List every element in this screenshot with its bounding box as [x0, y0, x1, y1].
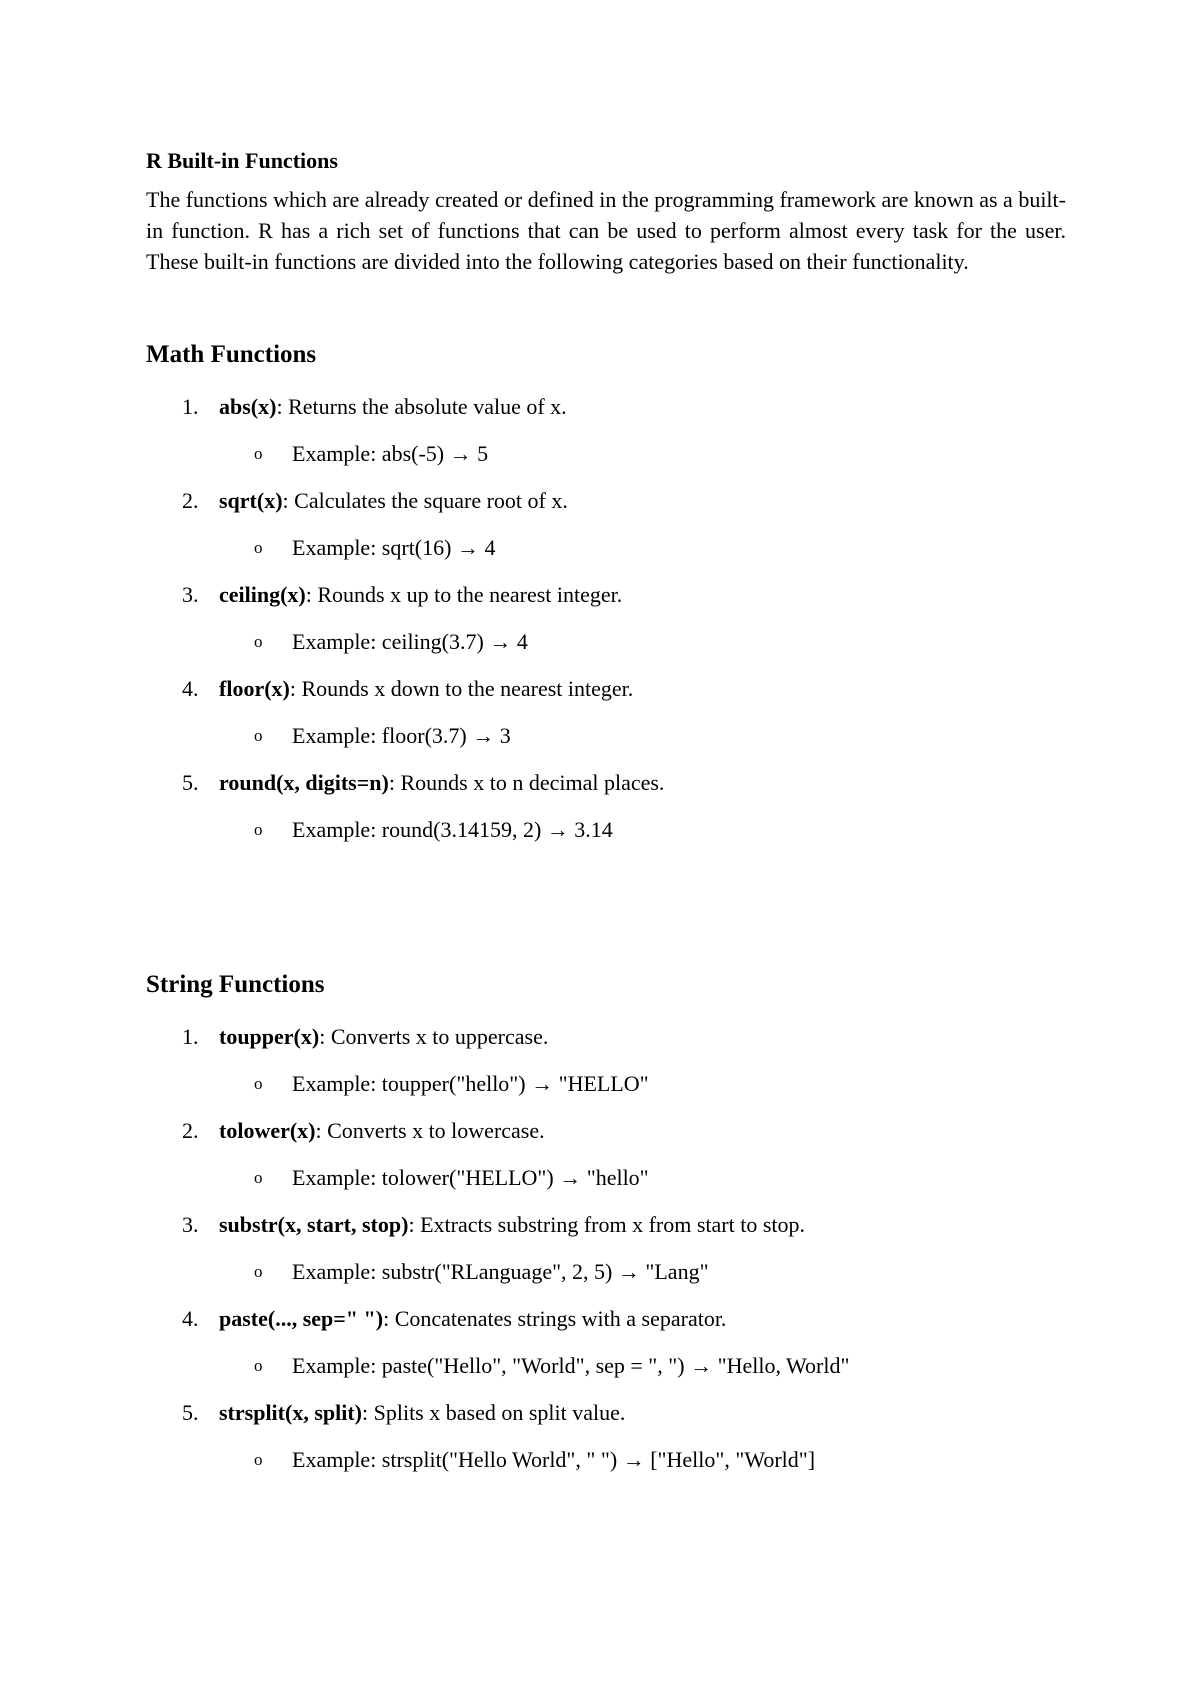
function-signature: sqrt(x) — [219, 488, 283, 513]
list-item — [146, 1389, 1066, 1483]
function-line — [146, 665, 1066, 712]
function-description: : Converts x to uppercase. — [319, 1024, 549, 1049]
document-page — [146, 140, 1066, 1483]
bullet-icon: o — [254, 1356, 263, 1375]
function-description: : Returns the absolute value of x. — [276, 394, 567, 419]
example-text: Example: tolower("HELLO") → "hello" — [292, 1165, 649, 1190]
example-line — [146, 524, 1066, 571]
example-text: Example: toupper("hello") → "HELLO" — [292, 1071, 649, 1096]
item-number: 1. — [182, 1024, 199, 1049]
bullet-icon: o — [254, 1074, 263, 1093]
example-line — [146, 1436, 1066, 1483]
item-number: 2. — [182, 1118, 199, 1143]
function-description: : Converts x to lowercase. — [315, 1118, 545, 1143]
math-functions-heading: Math Functions — [146, 341, 317, 368]
item-number: 1. — [182, 394, 199, 419]
function-signature: substr(x, start, stop) — [219, 1212, 409, 1237]
function-description: : Calculates the square root of x. — [282, 488, 568, 513]
list-item — [146, 759, 1066, 853]
list-item — [146, 1201, 1066, 1295]
function-line — [146, 383, 1066, 430]
document-title: R Built-in Functions — [146, 148, 338, 173]
bullet-icon: o — [254, 726, 263, 745]
item-number: 5. — [182, 1400, 199, 1425]
string-functions-list — [146, 1013, 1066, 1483]
example-line — [146, 712, 1066, 759]
function-description: : Extracts substring from x from start to stop. — [408, 1212, 806, 1237]
bullet-icon: o — [254, 1450, 263, 1469]
bullet-icon: o — [254, 1262, 263, 1281]
item-number: 2. — [182, 488, 199, 513]
list-item — [146, 1295, 1066, 1389]
list-item — [146, 571, 1066, 665]
function-description: : Concatenates strings with a separator. — [383, 1306, 727, 1331]
function-signature: round(x, digits=n) — [219, 770, 389, 795]
example-text: Example: sqrt(16) → 4 — [292, 535, 496, 560]
function-description: : Rounds x down to the nearest integer. — [289, 676, 634, 701]
example-text: Example: floor(3.7) → 3 — [292, 723, 511, 748]
example-line — [146, 1248, 1066, 1295]
math-functions-list — [146, 383, 1066, 853]
bullet-icon: o — [254, 1168, 263, 1187]
function-description: : Rounds x to n decimal places. — [388, 770, 665, 795]
example-line — [146, 618, 1066, 665]
example-text: Example: substr("RLanguage", 2, 5) → "Lang" — [292, 1259, 709, 1284]
example-text: Example: round(3.14159, 2) → 3.14 — [292, 817, 613, 842]
function-line — [146, 1389, 1066, 1436]
item-number: 3. — [182, 582, 199, 607]
function-line — [146, 1201, 1066, 1248]
function-description: : Rounds x up to the nearest integer. — [305, 582, 623, 607]
example-line — [146, 1060, 1066, 1107]
function-signature: abs(x) — [219, 394, 277, 419]
example-line — [146, 1342, 1066, 1389]
list-item — [146, 665, 1066, 759]
list-item — [146, 383, 1066, 477]
function-signature: floor(x) — [219, 676, 290, 701]
function-line — [146, 571, 1066, 618]
item-number: 4. — [182, 676, 199, 701]
example-text: Example: ceiling(3.7) → 4 — [292, 629, 528, 654]
list-item — [146, 1013, 1066, 1107]
function-signature: tolower(x) — [219, 1118, 316, 1143]
example-line — [146, 430, 1066, 477]
bullet-icon: o — [254, 820, 263, 839]
function-signature: paste(..., sep=" ") — [219, 1306, 384, 1331]
bullet-icon: o — [254, 632, 263, 651]
intro-paragraph: The functions which are already created or defined in the programming framework are known as a built-in function. R has a rich set of functions that can be used to perform almost every task for the user. These built-in functions are divided into the following categories based on their functionality. — [146, 187, 1066, 274]
function-line — [146, 477, 1066, 524]
item-number: 5. — [182, 770, 199, 795]
function-signature: strsplit(x, split) — [219, 1400, 362, 1425]
example-line — [146, 806, 1066, 853]
function-description: : Splits x based on split value. — [362, 1400, 626, 1425]
list-item — [146, 1107, 1066, 1201]
item-number: 4. — [182, 1306, 199, 1331]
example-text: Example: abs(-5) → 5 — [292, 441, 489, 466]
function-line — [146, 1295, 1066, 1342]
string-functions-heading: String Functions — [146, 971, 325, 998]
function-signature: ceiling(x) — [219, 582, 306, 607]
function-line — [146, 1107, 1066, 1154]
bullet-icon: o — [254, 538, 263, 557]
example-text: Example: strsplit("Hello World", " ") → ["Hello", "World"] — [292, 1447, 816, 1472]
example-text: Example: paste("Hello", "World", sep = ", ") → "Hello, World" — [292, 1353, 850, 1378]
function-signature: toupper(x) — [219, 1024, 320, 1049]
function-line — [146, 1013, 1066, 1060]
example-line — [146, 1154, 1066, 1201]
list-item — [146, 477, 1066, 571]
item-number: 3. — [182, 1212, 199, 1237]
function-line — [146, 759, 1066, 806]
bullet-icon: o — [254, 444, 263, 463]
